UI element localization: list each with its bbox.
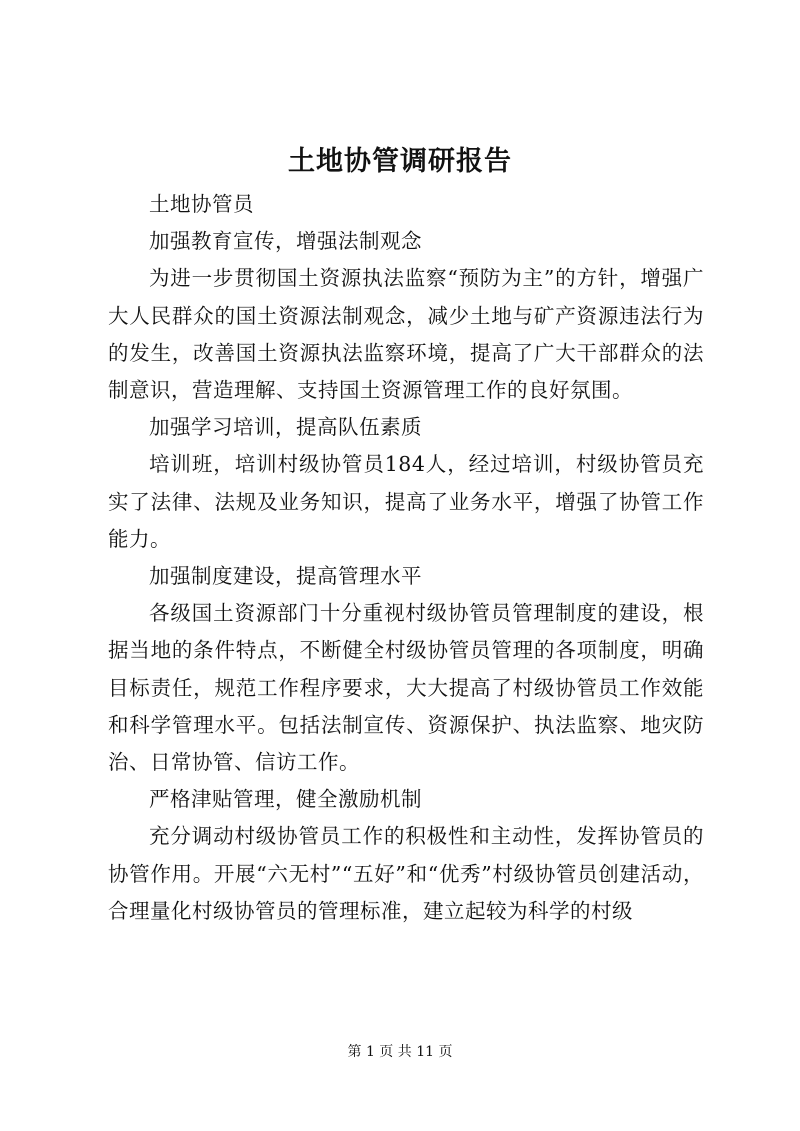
section-heading-system: 加强制度建设，提高管理水平 — [149, 564, 422, 589]
paragraph-system: 各级国土资源部门十分重视村级协管员管理制度的建设，根据当地的条件特点，不断健全村级协管员管理的各项制度，明确目标责任，规范工作程序要求，大大提高了村级协管员工作效能和科学管理水平。包括法制宣传、资源保护、执法监察、地灾防治、日常协管、信访工作。 — [108, 601, 704, 775]
document-body — [108, 186, 704, 930]
paragraph-allowance: 充分调动村级协管员工作的积极性和主动性，发挥协管员的协管作用。开展“六无村”“五好”和“优秀”村级协管员创建活动，合理量化村级协管员的管理标准，建立起较为科学的村级 — [108, 824, 704, 923]
section-heading-training: 加强学习培训，提高队伍素质 — [149, 415, 422, 440]
section-heading-allowance: 严格津贴管理，健全激励机制 — [149, 787, 422, 812]
paragraph-subtitle: 土地协管员 — [149, 192, 254, 216]
paragraph-training: 培训班，培训村级协管员184人，经过培训，村级协管员充实了法律、法规及业务知识，提高了业务水平，增强了协管工作能力。 — [108, 452, 704, 551]
page-number-footer: 第 1 页 共 11 页 — [347, 1044, 453, 1060]
document-title: 土地协管调研报告 — [288, 146, 512, 177]
paragraph-education: 为进一步贯彻国土资源执法监察“预防为主”的方针，增强广大人民群众的国土资源法制观念，减少土地与矿产资源违法行为的发生，改善国土资源执法监察环境，提高了广大干部群众的法制意识，营造理解、支持国土资源管理工作的良好氛围。 — [108, 266, 704, 403]
section-heading-education: 加强教育宣传，增强法制观念 — [149, 229, 422, 254]
